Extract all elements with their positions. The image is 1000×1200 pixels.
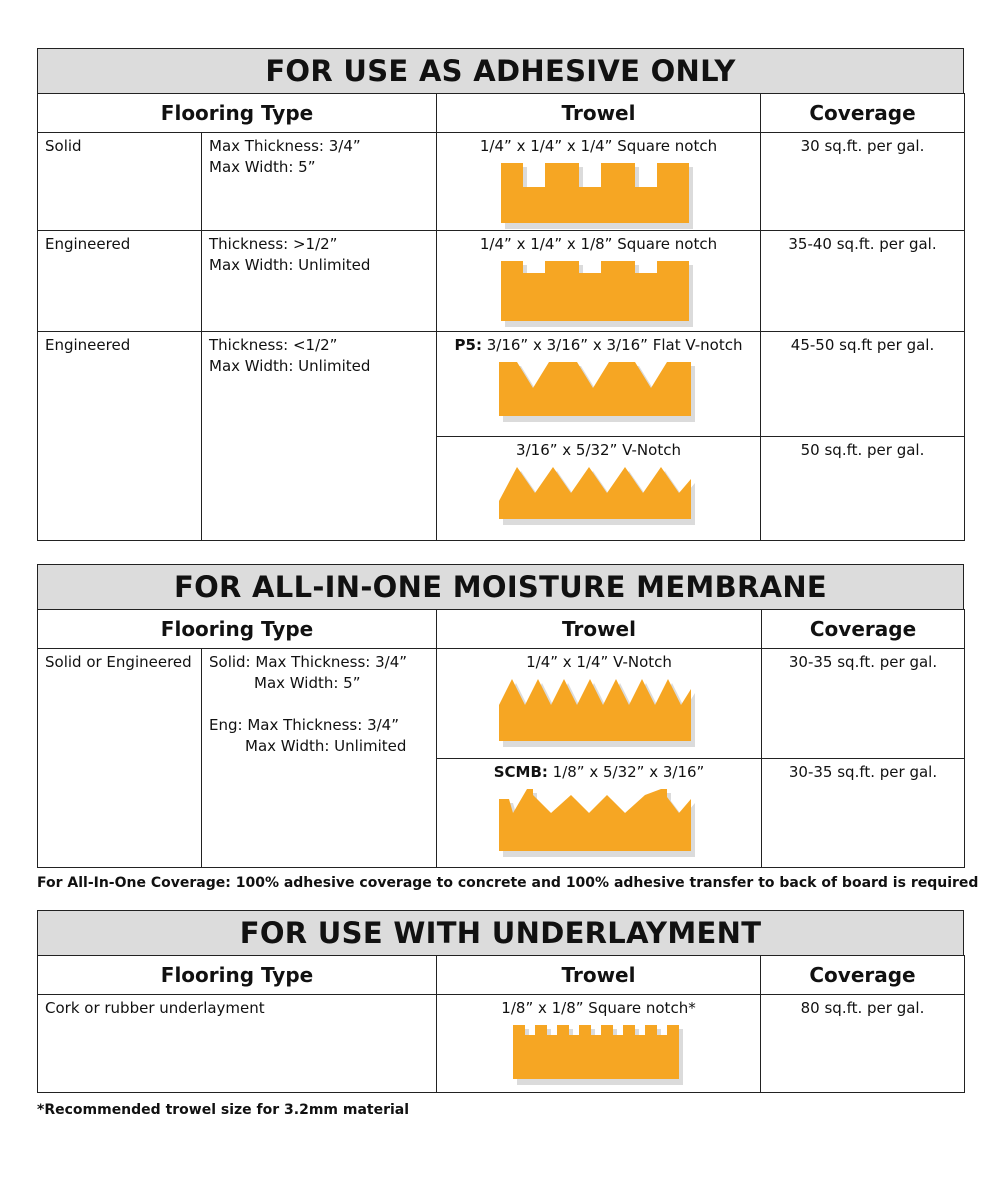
flooring-type-header: Flooring Type (38, 956, 437, 995)
coverage-header: Coverage (761, 956, 965, 995)
trowel-cell (437, 437, 761, 541)
trowel-prefix: P5: (454, 336, 482, 354)
flooring-type-cell: Cork or rubber underlayment (38, 995, 437, 1093)
trowel-label: 1/4” x 1/4” x 1/4” Square notch (479, 137, 718, 155)
trowel-size: 1/8” x 5/32” x 3/16” (547, 763, 705, 781)
spec-line: Max Width: Unlimited (209, 357, 371, 375)
header-row (38, 956, 965, 995)
spec-line: Thickness: >1/2” (209, 235, 338, 253)
flat-v-notch-trowel-icon (499, 362, 699, 422)
spec-cell (202, 649, 437, 868)
spec-line: Max Width: Unlimited (245, 737, 407, 755)
coverage-cell: 50 sq.ft. per gal. (761, 437, 965, 541)
coverage-cell: 80 sq.ft. per gal. (761, 995, 965, 1093)
table-row (38, 332, 965, 437)
trowel-header: Trowel (437, 94, 761, 133)
underlayment-section (37, 910, 964, 1093)
spec-line: Thickness: <1/2” (209, 336, 338, 354)
flooring-type-header: Flooring Type (38, 94, 437, 133)
trowel-cell (437, 649, 762, 759)
table-row (38, 133, 965, 231)
coverage-cell: 30-35 sq.ft. per gal. (762, 649, 965, 759)
trowel-cell (437, 231, 761, 332)
trowel-label: 1/4” x 1/4” x 1/8” Square notch (479, 235, 718, 253)
coverage-header: Coverage (761, 94, 965, 133)
trowel-cell (437, 995, 761, 1093)
spec-line: Max Width: 5” (254, 674, 361, 692)
membrane-section (37, 564, 964, 868)
trowel-prefix: SCMB: (493, 763, 548, 781)
spec-line: Max Thickness: 3/4” (209, 137, 361, 155)
underlayment-table (37, 955, 965, 1093)
flooring-type-cell: Solid (38, 133, 202, 231)
spec-line: Eng: Max Thickness: 3/4” (209, 716, 399, 734)
spec-cell (202, 133, 437, 231)
flooring-type-cell: Engineered (38, 231, 202, 332)
table-row (38, 649, 965, 759)
trowel-label: 1/8” x 1/8” Square notch* (501, 999, 696, 1017)
trowel-header: Trowel (437, 956, 761, 995)
trowel-label: 1/4” x 1/4” V-Notch (526, 653, 672, 671)
header-row (38, 610, 965, 649)
coverage-cell: 35-40 sq.ft. per gal. (761, 231, 965, 332)
adhesive-section (37, 48, 964, 541)
trowel-label (437, 332, 760, 356)
fine-v-notch-trowel-icon (499, 679, 699, 747)
header-row (38, 94, 965, 133)
underlayment-note: *Recommended trowel size for 3.2mm material (37, 1102, 410, 1118)
adhesive-table (37, 93, 965, 541)
coverage-cell: 45-50 sq.ft per gal. (761, 332, 965, 437)
underlayment-title: FOR USE WITH UNDERLAYMENT (37, 910, 964, 956)
spec-line: Max Width: Unlimited (209, 256, 371, 274)
trowel-label: 3/16” x 5/32” V-Notch (516, 441, 681, 459)
spec-line: Max Width: 5” (209, 158, 316, 176)
spacer (209, 694, 429, 715)
flooring-type-header: Flooring Type (38, 610, 437, 649)
table-row (38, 231, 965, 332)
membrane-title: FOR ALL-IN-ONE MOISTURE MEMBRANE (37, 564, 964, 610)
coverage-cell: 30 sq.ft. per gal. (761, 133, 965, 231)
square-notch-trowel-icon (501, 163, 697, 229)
small-square-notch-trowel-icon (513, 1025, 685, 1085)
v-notch-trowel-icon (499, 467, 699, 525)
adhesive-title: FOR USE AS ADHESIVE ONLY (37, 48, 964, 94)
trowel-cell (437, 332, 761, 437)
coverage-header: Coverage (762, 610, 965, 649)
trowel-size: 3/16” x 3/16” x 3/16” Flat V-notch (481, 336, 743, 354)
table-row (38, 995, 965, 1093)
membrane-note: For All-In-One Coverage: 100% adhesive coverage to concrete and 100% adhesive transfer to back of board is required (37, 875, 979, 891)
spec-line: Solid: Max Thickness: 3/4” (209, 653, 408, 671)
spec-cell (202, 332, 437, 541)
trowel-cell (437, 759, 762, 868)
coverage-cell: 30-35 sq.ft. per gal. (762, 759, 965, 868)
flooring-type-cell: Engineered (38, 332, 202, 541)
trowel-header: Trowel (437, 610, 762, 649)
membrane-table (37, 609, 965, 868)
spec-cell (202, 231, 437, 332)
trowel-label (437, 759, 761, 783)
scmb-trowel-icon (499, 789, 699, 857)
trowel-cell (437, 133, 761, 231)
flooring-type-cell: Solid or Engineered (38, 649, 202, 868)
shallow-square-notch-trowel-icon (501, 261, 697, 327)
